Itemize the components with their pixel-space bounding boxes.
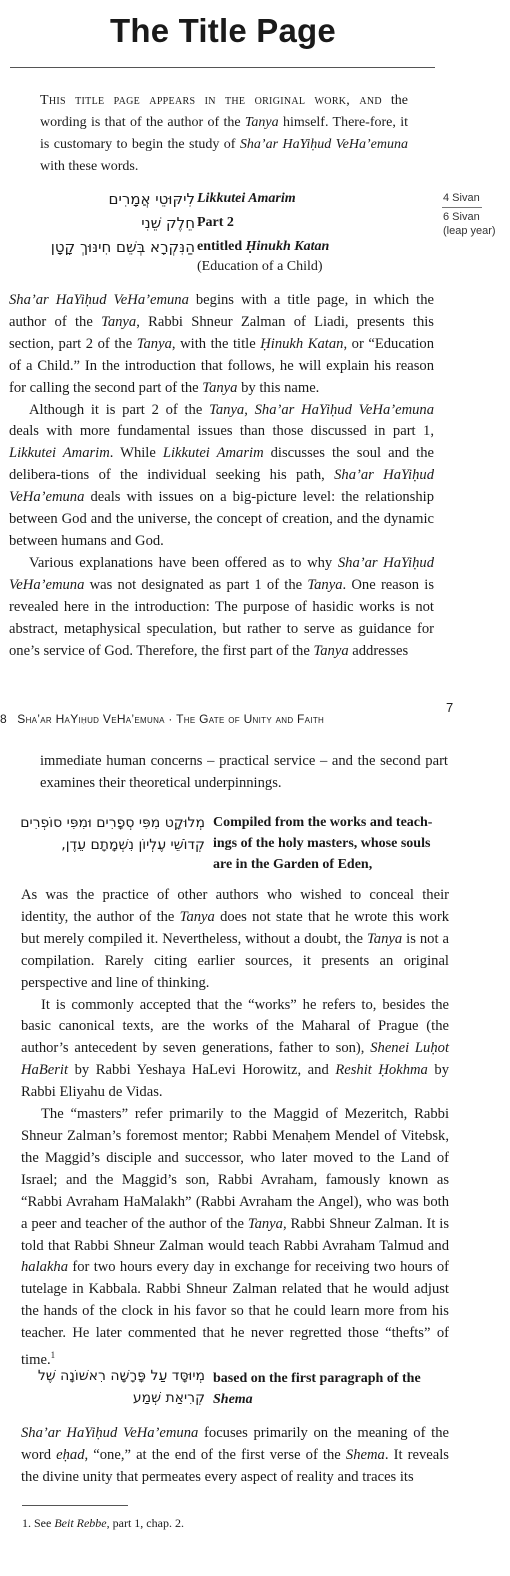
paragraph: Although it is part 2 of the Tanya, Sha’ar HaYiḥud VeHa’emuna deals with more fundamental issues than those discussed in part 1, Likkutei Amarim. While Likkutei Amarim discusses the soul and the delibera-tions of the individual seeking his path, Sha’ar HaYiḥud VeHa’emuna deals with issues on a big-picture level: the relationship between God and the universe, the concept of creation, and the dynamic between humans and God. xyxy=(9,401,435,549)
intro-text-2: himself. There-fore, it is customary to begin the study of xyxy=(40,115,408,152)
page-number-left: 8 xyxy=(0,712,8,726)
body-text-page2 xyxy=(21,885,449,1372)
footnote-text: 1. See xyxy=(22,1516,55,1530)
intro-text-1: the wording is that of the author of the xyxy=(40,93,409,130)
margin-note-leap-year: (leap year) xyxy=(443,225,496,237)
page-title: The Title Page xyxy=(110,12,336,49)
footnote xyxy=(22,1516,184,1531)
paragraph: Various explanations have been offered as to why Sha’ar HaYiḥud VeHa’emuna was not designated as part 1 of the Tanya. One reason is revealed here in the introduction: The purpose of hasidic works is not abstract, metaphysical speculation, but rather to serve as guidance for one’s service of God. Therefore, the first part of the Tanya addresses xyxy=(9,554,434,659)
paragraph: The “masters” refer primarily to the Maggid of Mezeritch, Rabbi Shneur Zalman’s foremost mentor; Rabbi Menaḥem Mendel of Vitebsk, the Maggid’s disciple and successor, who later moved to the Land of Israel; and the Maggid’s son, Rabbi Avraham, famously known as “Rabbi Avraham HaMalakh” (Rabbi Avraham the Angel), who was both a peer and teacher of the author of the Tanya, Rabbi Shneur Zalman. It is told that Rabbi Shneur Zalman would teach Rabbi Avraham Talmud and halakha for two hours every day in exchange for receiving two hours of tutelage in Kabbala. Rabbi Shneur Zalman related that he would adjust the hands of the clock in his favor so that he could learn more from his teacher. He later commented that he never regretted those “thefts” of time.$^1$ xyxy=(21,1106,450,1368)
footnote-divider xyxy=(22,1505,128,1506)
title-page-line xyxy=(40,238,400,260)
hebrew-verse-line: קְרִיאַת שְׁמַע xyxy=(132,1390,205,1406)
verse-shema: Shema xyxy=(213,1392,253,1407)
page-number-right: 7 xyxy=(446,700,454,715)
english-text: (Education of a Child) xyxy=(197,259,323,274)
running-head xyxy=(0,712,324,726)
paragraph: Sha’ar HaYiḥud VeHa’emuna begins with a title page, in which the author of the Tanya, Rabbi Shneur Zalman of Liadi, presents this section, part 2 of the Tanya, with the title Ḥinukh Katan, or “Education of a Child.” In the introduction that follows, he will explain his reason for calling the second part of the Tanya by this name. xyxy=(9,292,435,396)
body-text-continued xyxy=(40,751,448,795)
english-text xyxy=(197,239,329,255)
footnote-rest: , part 1, chap. 2. xyxy=(106,1516,184,1530)
paragraph: Sha’ar HaYiḥud VeHa’emuna focuses primarily on the meaning of the word eḥad, “one,” at the end of the first verse of the Shema. It reveals the divine unity that permeates every aspect of reality and traces its xyxy=(21,1425,449,1485)
hebrew-verse-line: קְדוֹשֵׁי עֶלְיוֹן נִשְׁמָתָם עֵדֶן, xyxy=(61,837,205,853)
intro-smallcaps: This title page appears in the original work, and xyxy=(40,93,382,108)
paragraph: immediate human concerns – practical service – and the second part examines their theoretical underpinnings. xyxy=(40,753,448,791)
title-page-line xyxy=(40,214,400,236)
intro-tanya: Tanya xyxy=(244,115,279,130)
intro-paragraph xyxy=(40,90,408,178)
hebrew-text: לִיקּוּטֵי אֲמָרִים xyxy=(108,190,195,208)
hebrew-text: חֵלֶק שֵׁנִי xyxy=(141,214,195,232)
paragraph: It is commonly accepted that the “works” he refers to, besides the basic canonical texts, are the works of the Maharal of Prague (the author’s antecedent by seven generations, father to son), Shenei Luḥot HaBerit by Rabbi Yeshaya HaLevi Horowitz, and Reshit Ḥokhma by Rabbi Eliyahu de Vidas. xyxy=(21,996,449,1101)
title-divider xyxy=(10,67,435,68)
hebrew-verse-line: מְיוּסָּד עַל פָּרָשָׁה רִאשׁוֹנָה שֶׁל xyxy=(37,1368,205,1384)
english-verse: Compiled from the works and teach-ings of the holy masters, whose souls are in the Garden of Eden, xyxy=(213,815,433,872)
title-page-line xyxy=(40,259,400,281)
margin-note-4-sivan: 4 Sivan xyxy=(443,192,480,204)
english-text: Part 2 xyxy=(197,215,234,230)
running-head-title: Sha’ar HaYiḥud VeHa’emuna · The Gate of Unity and Faith xyxy=(17,712,325,726)
intro-text-3: with these words. xyxy=(40,159,139,174)
english-text: Likkutei Amarim xyxy=(197,191,296,206)
footnote-work: Beit Rebbe xyxy=(54,1516,107,1530)
english-title: Ḥinukh Katan xyxy=(245,239,330,254)
title-page-line xyxy=(40,190,400,212)
body-text-page1 xyxy=(9,290,434,662)
english-prefix: entitled xyxy=(197,239,246,254)
english-verse xyxy=(213,1368,453,1410)
body-text-page2-end xyxy=(21,1423,449,1489)
hebrew-verse-line: מְלוּקָט מִפִּי סְפָרִים וּמִפִּי סוֹפְרִים xyxy=(20,815,205,831)
paragraph: As was the practice of other authors who wished to conceal their identity, the author of the Tanya does not state that he wrote this work but merely compiled it. Nevertheless, without a doubt, the Tanya is not a compilation. Rarely citing earlier sources, it presents an original perspective and line of thinking. xyxy=(21,887,450,991)
verse-text: based on the first paragraph of the xyxy=(213,1371,421,1386)
margin-note-divider xyxy=(442,207,482,208)
hebrew-text: הַנִּקְרָא בְּשֵׁם חִינּוּךְ קָטָן xyxy=(50,238,195,256)
margin-note-6-sivan: 6 Sivan xyxy=(443,211,480,223)
intro-work-title: Sha’ar HaYiḥud VeHa’emuna xyxy=(239,137,408,152)
